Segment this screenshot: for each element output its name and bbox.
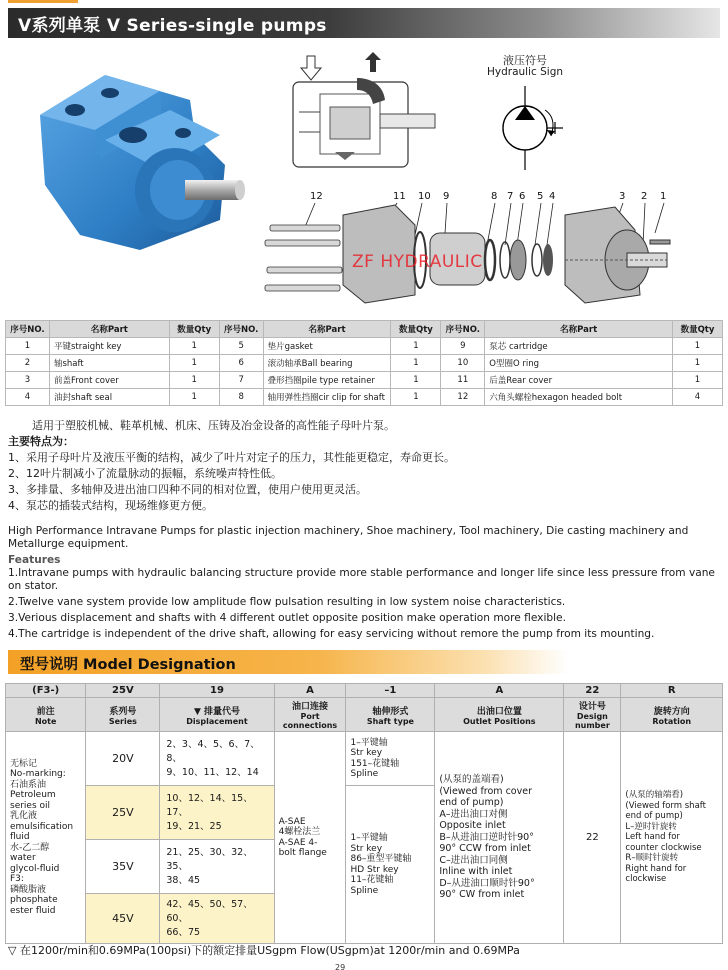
code-port: A <box>274 684 346 698</box>
part-qty: 1 <box>391 389 441 406</box>
rotation-cell: (从泵的轴端看) (Viewed form shaft end of pump) L–逆时针旋转 Left hand for counter clockwise R–顺时针旋转 Right hand for clockwise <box>621 732 723 944</box>
part-qty: 1 <box>169 372 219 389</box>
table-row <box>6 389 723 406</box>
part-qty: 1 <box>391 338 441 355</box>
zh-feature-item: 4、泵芯的插装式结构，现场维修更方便。 <box>8 499 213 512</box>
en-feature-item: 3.Verious displacement and shafts with 4 different outlet opposite position make operation more flexible. <box>8 612 566 624</box>
port-cell: A-SAE 4螺栓法兰 A-SAE 4- bolt flange <box>274 732 346 944</box>
callout-8: 8 <box>491 191 498 202</box>
series-cell: 20V <box>86 732 160 786</box>
footer-note: ▽ 在1200r/min和0.69MPa(100psi)下的额定排量USgpm Flow(USgpm)at 1200r/min and 0.69MPa <box>8 944 520 957</box>
displacement-cell: 2、3、4、5、6、7、8、 9、10、11、12、14 <box>160 732 274 786</box>
zh-feature-item: 3、多排量、多轴伸及进出油口四种不同的相对位置，使用户使用更灵活。 <box>8 483 367 496</box>
part-qty: 1 <box>673 338 723 355</box>
hydraulic-sign <box>470 52 580 177</box>
col-part: 名称Part <box>263 321 391 338</box>
col-no: 序号NO. <box>441 321 485 338</box>
model-designation-title: 型号说明 Model Designation <box>20 657 236 673</box>
parts-table-header <box>6 321 723 338</box>
en-features-title: Features <box>8 554 61 566</box>
model-header-row <box>6 698 723 732</box>
page-title: V系列单泵 V Series-single pumps <box>18 16 327 36</box>
col-qty: 数量Qty <box>391 321 441 338</box>
pump-symbol-icon <box>485 84 565 174</box>
part-name: O型圈O ring <box>485 355 673 372</box>
en-intro: High Performance Intravane Pumps for plastic injection machinery, Shoe machinery, Tool machinery, Die casting machinery and Metallurge equipment. <box>8 525 689 550</box>
english-description <box>8 525 720 644</box>
part-qty: 1 <box>169 389 219 406</box>
en-feature-item: 2.Twelve vane system provide low amplitude flow pulsation resulting in low system noise characteristics. <box>8 596 566 608</box>
part-no: 8 <box>219 389 263 406</box>
displacement-cell: 21、25、30、32、35、 38、45 <box>160 840 274 894</box>
note-cell: 无标记 No-marking: 石油系油 Petroleum series oil 乳化液 emulsification fluid 水-乙二醇 water glycol-fluid F3: 磷酸脂液 phosphate ester fluid <box>6 732 86 944</box>
code-design: 22 <box>564 684 621 698</box>
zh-features-title: 主要特点为： <box>8 435 74 448</box>
en-feature-item: 1.Intravane pumps with hydraulic balancing structure provide more stable performance and longer life since less pressure from vane on stator. <box>8 567 715 592</box>
design-cell: 22 <box>564 732 621 944</box>
part-name: 后盖Rear cover <box>485 372 673 389</box>
part-qty: 1 <box>673 355 723 372</box>
callout-10: 10 <box>418 191 431 202</box>
code-series: 25V <box>86 684 160 698</box>
table-row <box>6 355 723 372</box>
part-name: 叠形挡圈pile type retainer <box>263 372 391 389</box>
callout-9: 9 <box>443 191 450 202</box>
callout-5: 5 <box>537 191 544 202</box>
part-name: 垫片gasket <box>263 338 391 355</box>
part-qty: 1 <box>169 355 219 372</box>
part-name: 前盖Front cover <box>49 372 169 389</box>
callout-4: 4 <box>549 191 556 202</box>
outlet-cell: (从泵的盖端看) (Viewed from cover end of pump) A–进出油口对侧 Opposite inlet B–从进油口逆时针90° 90° CCW from inlet C–进出油口同侧 Inline with inlet D–从进油口顺时针90° 90° CW from inlet <box>435 732 564 944</box>
part-qty: 1 <box>391 372 441 389</box>
header-displacement: ▼ 排量代号 Displacement <box>160 698 274 732</box>
code-outlet: A <box>435 684 564 698</box>
col-no: 序号NO. <box>6 321 50 338</box>
header-series: 系列号 Series <box>86 698 160 732</box>
displacement-cell: 10、12、14、15、17、 19、21、25 <box>160 786 274 840</box>
parts-table <box>5 320 723 406</box>
part-name: 轴shaft <box>49 355 169 372</box>
header-note: 前注 Note <box>6 698 86 732</box>
header-design: 设计号 Design number <box>564 698 621 732</box>
callout-6: 6 <box>519 191 526 202</box>
header-outlet: 出油口位置 Outlet Positions <box>435 698 564 732</box>
zh-feature-item: 2、12叶片制减小了流量脉动的振幅，系统噪声特性低。 <box>8 467 282 480</box>
code-shaft: –1 <box>346 684 435 698</box>
exploded-view-diagram <box>255 185 720 315</box>
code-note: (F3-) <box>6 684 86 698</box>
shaft-main-cell: 1–平键轴 Str key 86–重型平键轴 HD Str key 11–花键轴 Spline <box>346 786 435 944</box>
pump-product-image <box>20 55 250 255</box>
series-cell: 45V <box>86 894 160 944</box>
part-name: 平键straight key <box>49 338 169 355</box>
hydraulic-sign-label-zh: 液压符号 <box>503 54 547 67</box>
part-no: 9 <box>441 338 485 355</box>
part-qty: 4 <box>673 389 723 406</box>
part-name: 六角头螺栓hexagon headed bolt <box>485 389 673 406</box>
part-no: 2 <box>6 355 50 372</box>
series-cell: 25V <box>86 786 160 840</box>
shaft-top-cell: 1–平键轴 Str key 151–花键轴 Spline <box>346 732 435 786</box>
part-name: 滚动轴承Ball bearing <box>263 355 391 372</box>
header-shaft: 轴伸形式 Shaft type <box>346 698 435 732</box>
part-no: 4 <box>6 389 50 406</box>
model-code-row <box>6 684 723 698</box>
cross-section-diagram <box>285 52 440 182</box>
part-no: 5 <box>219 338 263 355</box>
part-name: 轴用弹性挡圈cir clip for shaft <box>263 389 391 406</box>
callout-1: 1 <box>660 191 667 202</box>
part-name: 油封shaft seal <box>49 389 169 406</box>
table-row <box>6 732 723 786</box>
model-designation-table <box>5 683 723 944</box>
top-accent-line <box>8 0 78 3</box>
hydraulic-sign-label-en: Hydraulic Sign <box>486 66 564 78</box>
part-name: 泵芯 cartridge <box>485 338 673 355</box>
title-bar <box>8 8 720 38</box>
part-no: 7 <box>219 372 263 389</box>
col-no: 序号NO. <box>219 321 263 338</box>
part-no: 10 <box>441 355 485 372</box>
header-port: 油口连接 Port connections <box>274 698 346 732</box>
table-row <box>6 338 723 355</box>
callout-2: 2 <box>641 191 648 202</box>
col-qty: 数量Qty <box>673 321 723 338</box>
code-rotation: R <box>621 684 723 698</box>
col-qty: 数量Qty <box>169 321 219 338</box>
displacement-cell: 42、45、50、57、60、 66、75 <box>160 894 274 944</box>
part-qty: 1 <box>391 355 441 372</box>
part-no: 3 <box>6 372 50 389</box>
code-displacement: 19 <box>160 684 274 698</box>
part-no: 6 <box>219 355 263 372</box>
en-feature-item: 4.The cartridge is independent of the drive shaft, allowing for easy servicing without remore the pump from its mounting. <box>8 628 655 640</box>
part-no: 1 <box>6 338 50 355</box>
exploded-view-callouts <box>310 191 666 202</box>
part-no: 12 <box>441 389 485 406</box>
part-qty: 1 <box>673 372 723 389</box>
callout-3: 3 <box>619 191 626 202</box>
callout-11: 11 <box>393 191 406 202</box>
watermark: ZF HYDRAULIC <box>352 252 483 272</box>
part-qty: 1 <box>169 338 219 355</box>
table-row <box>6 372 723 389</box>
zh-feature-item: 1、采用子母叶片及液压平衡的结构，减少了叶片对定子的压力，其性能更稳定，寿命更长。 <box>8 451 455 464</box>
callout-7: 7 <box>507 191 514 202</box>
callout-12: 12 <box>310 191 323 202</box>
part-no: 11 <box>441 372 485 389</box>
header-rotation: 旋转方向 Rotation <box>621 698 723 732</box>
zh-intro: 适用于塑胶机械、鞋革机械、机床、压铸及冶金设备的高性能子母叶片泵。 <box>32 419 395 432</box>
col-part: 名称Part <box>49 321 169 338</box>
col-part: 名称Part <box>485 321 673 338</box>
model-designation-bar <box>8 650 568 674</box>
chinese-description <box>8 418 720 514</box>
page-number: 29 <box>335 963 346 970</box>
series-cell: 35V <box>86 840 160 894</box>
